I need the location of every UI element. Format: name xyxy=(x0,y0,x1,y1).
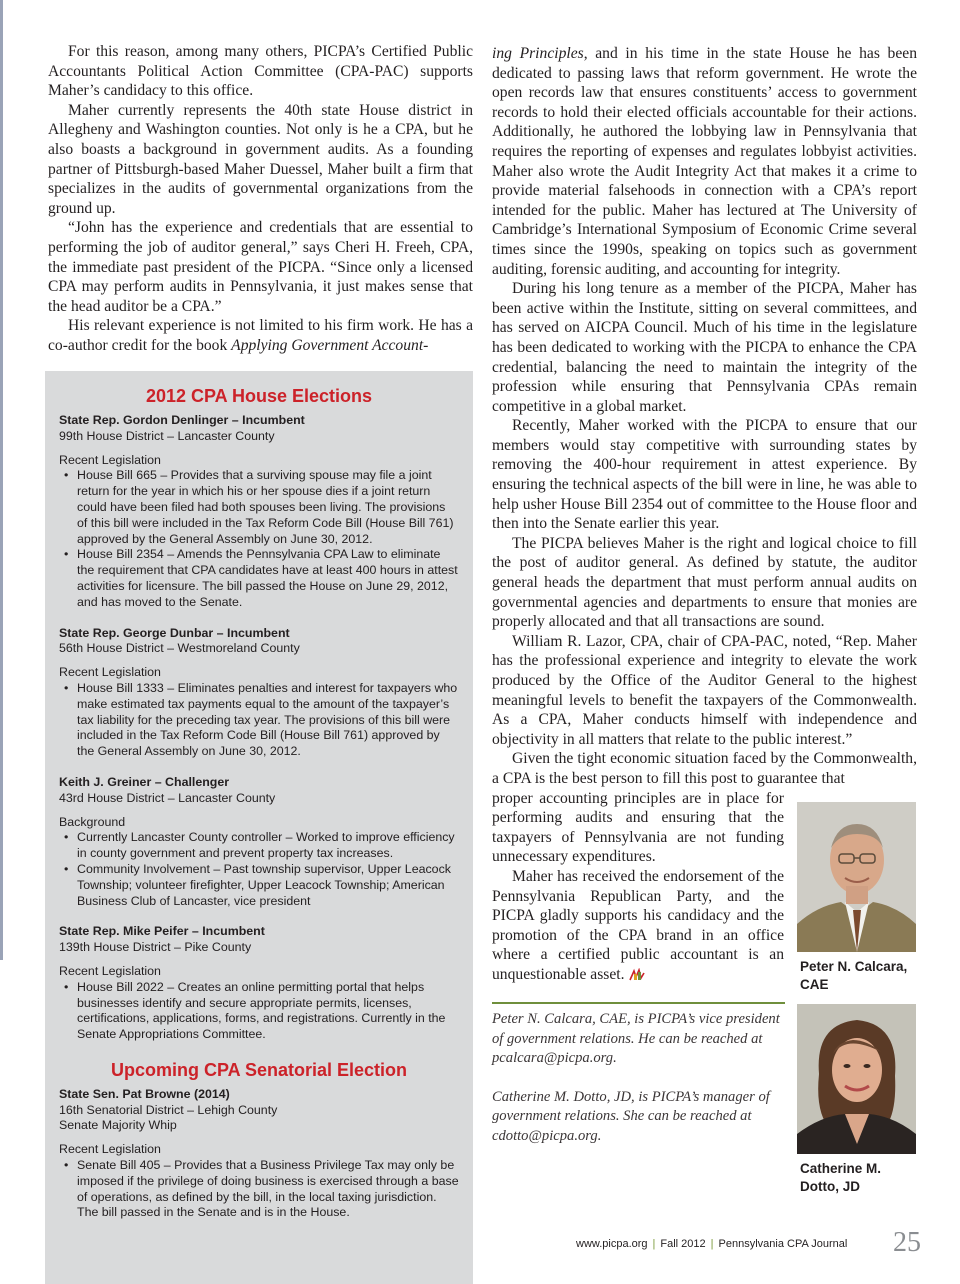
candidate-denlinger xyxy=(59,413,459,611)
candidate-browne xyxy=(59,1087,459,1221)
legislation-list xyxy=(59,468,459,610)
candidate-name: State Rep. Mike Peifer – Incumbent xyxy=(59,924,265,939)
book-title-end: ing Principles xyxy=(492,45,584,62)
candidate-district: 56th House District – Westmoreland County xyxy=(59,641,300,656)
portrait-man-icon xyxy=(797,802,916,952)
book-title-start: Applying Government Account- xyxy=(231,336,429,354)
right-paragraph-6-cont: proper accounting principles are in place for performing audits and ensuring that the taxpayers of Pennsylvania are not funding unnecessary expenditures. xyxy=(492,789,784,866)
portrait-woman-icon xyxy=(797,1004,916,1154)
candidate-dunbar xyxy=(59,626,459,760)
candidate-name: State Sen. Pat Browne (2014) xyxy=(59,1086,230,1101)
sidebar-heading: 2012 CPA House Elections xyxy=(145,386,373,406)
bio-dotto: Catherine M. Dotto, JD, is PICPA’s manager of government relations. She can be reached at cdotto@picpa.org. xyxy=(492,1088,770,1144)
left-paragraph-3: “John has the experience and credentials that are essential to performing the job of auditor general,” says Cheri H. Freeh, CPA, the immediate past president of the PICPA. “Since only a licensed CPA may perform audits in Pennsylvania, it just makes sense that the head auditor be a CPA.” xyxy=(48,219,473,315)
candidate-district: 99th House District – Lancaster County xyxy=(59,428,275,443)
list-item: • House Bill 665 – Provides that a surviving spouse may file a joint return for the year in which his or her spouse dies if a joint return could have been filed had both spouses been living. The provisions of this bill were included in the Tax Reform Code Bill (House Bill 761) approved by the General Assembly on June 30, 2012. xyxy=(77,468,459,547)
candidate-district: 139th House District – Pike County xyxy=(59,940,252,955)
list-item: • House Bill 1333 – Eliminates penalties and interest for taxpayers who make estimated tax payments equal to the amount of the taxpayer’s tax liability for the preceding tax year. The provisions of this bill were included in the Tax Reform Code Bill (House Bill 761) approved by the General Assembly on June 30, 2012. xyxy=(77,681,459,760)
bio-calcara: Peter N. Calcara, CAE, is PICPA’s vice president of government relations. He can be reached at pcalcara@picpa.org. xyxy=(492,1011,780,1067)
caption-line: Peter N. Calcara, xyxy=(800,959,908,974)
page-number: 25 xyxy=(893,1227,921,1258)
right-paragraph-3: Recently, Maher worked with the PICPA to ensure that our members would stay competitive with surrounding states by removing the 400-hour requirement in attest experience. By ensuring the technical aspects of the bill were in line, he was able to help usher House Bill 2354 out of committee to the House floor and then into the Senate earlier this year. xyxy=(492,417,917,533)
footer-issue: Fall 2012 xyxy=(660,1238,706,1250)
legislation-list xyxy=(59,681,459,760)
right-paragraph-1 xyxy=(492,44,917,279)
caption-line: Catherine M. xyxy=(800,1161,882,1176)
candidate-district: 16th Senatorial District – Lehigh County xyxy=(59,1102,278,1117)
calcara-caption xyxy=(800,958,907,993)
section-label: Recent Legislation xyxy=(59,1142,161,1157)
calcara-photo xyxy=(797,802,916,952)
end-mark-icon xyxy=(628,968,646,982)
right-paragraph-1-text: , and in his time in the state House he has been dedicated to passing laws that reform government. He wrote the open records law that ensures constituents’ access to government records to hold their elected officials accountable for their actions. Additionally, he authored the lobbying law in Pennsylvania that requires the reporting of expenses and regulates lobbyist activities. Maher also wrote the Audit Integrity Act that makes it a crime to provide material falsehoods in connection with a CPA’s report intended for the public. Maher has lectured at The University of Cambridge’s International Symposium of Economic Crime several times since the 1990s, speaking on topics such as government auditing, forensic auditing, and accounting for integrity. xyxy=(492,45,917,278)
dotto-photo xyxy=(797,1004,916,1154)
candidate-name: State Rep. Gordon Denlinger – Incumbent xyxy=(59,413,305,427)
author-bios xyxy=(492,1010,787,1166)
bio-divider xyxy=(492,1002,785,1004)
right-paragraph-7 xyxy=(492,867,784,985)
candidate-name: Keith J. Greiner – Challenger xyxy=(59,774,230,789)
caption-line: CAE xyxy=(800,976,829,992)
left-paragraph-2: Maher currently represents the 40th state House district in Allegheny and Washington counties. Not only is he a CPA, but he also boasts a background in government audits. As a founding partner of Pittsburgh-based Maher Duessel, Maher built a firm that specializes in the audits of governmental organizations from the ground up. xyxy=(48,101,473,217)
list-item: • Senate Bill 405 – Provides that a Business Privilege Tax may only be imposed if the privilege of doing business is exercised through a base of operations, as defined by the bill, in the local taxing jurisdiction. The bill passed in the Senate and is in the House. xyxy=(77,1158,459,1221)
senate-heading: Upcoming CPA Senatorial Election xyxy=(110,1059,408,1080)
left-paragraph-4-text: His relevant experience is not limited to his firm work. He has a co-author credit for the book xyxy=(48,317,473,354)
section-label: Recent Legislation xyxy=(59,665,161,680)
caption-line: Dotto, JD xyxy=(800,1178,860,1194)
section-label: Recent Legislation xyxy=(59,452,161,467)
candidate-role: Senate Majority Whip xyxy=(59,1118,177,1133)
right-paragraph-4: The PICPA believes Maher is the right and logical choice to fill the post of auditor general. As defined by statute, the auditor general heads the department that must perform annual audits on governmental agencies and departments to ensure that monies are properly allocated and that all transactions are sound. xyxy=(492,534,917,631)
right-paragraph-6: Given the tight economic situation faced by the Commonwealth, a CPA is the best person to fill this post to guarantee that xyxy=(492,750,917,787)
house-elections-sidebar xyxy=(45,371,473,1284)
list-item: • House Bill 2354 – Amends the Pennsylvania CPA Law to eliminate the requirement that CPA candidates have at least 400 hours in attest activities for licensure. The bill passed the House on June 29, 2012, and has moved to the Senate. xyxy=(77,547,459,610)
candidate-district: 43rd House District – Lancaster County xyxy=(59,790,276,805)
page-edge-rule xyxy=(0,0,3,960)
section-label: Recent Legislation xyxy=(59,963,161,978)
list-item: • Community Involvement – Past township supervisor, Upper Leacock Township; volunteer firefighter, Upper Leacock Township; American Business Club of Lancaster, vice president xyxy=(77,862,459,909)
background-list xyxy=(59,830,459,909)
legislation-list xyxy=(59,980,459,1043)
left-paragraph-4 xyxy=(48,316,473,355)
footer-website: www.picpa.org xyxy=(576,1238,648,1250)
footer-publication: Pennsylvania CPA Journal xyxy=(718,1238,848,1250)
right-paragraph-2: During his long tenure as a member of the PICPA, Maher has been active within the Institute, sitting on several committees, and has served on AICPA Council. Much of his time in the legislature has been dedicated to working with the PICPA to enhance the CPA credential, balancing the need to maintain the integrity of the profession while ensuring that Pennsylvania CPAs remain competitive in a global market. xyxy=(492,280,917,415)
list-item: • Currently Lancaster County controller – Worked to improve efficiency in county government and prevent property tax increases. xyxy=(77,830,459,862)
page-footer: www.picpa.org | Fall 2012 | Pennsylvania CPA Journal xyxy=(576,1238,848,1250)
section-label: Background xyxy=(59,814,126,829)
legislation-list xyxy=(59,1158,459,1221)
list-item: • House Bill 2022 – Creates an online permitting portal that helps businesses identify and secure appropriate permits, licenses, certifications, applications, forms, and registrations. Currently in the Senate Appropriations Committee. xyxy=(77,980,459,1043)
left-column xyxy=(48,42,473,356)
dotto-caption xyxy=(800,1160,881,1195)
candidate-name: State Rep. George Dunbar – Incumbent xyxy=(59,625,290,640)
right-paragraph-5: William R. Lazor, CPA, chair of CPA-PAC, noted, “Rep. Maher has the professional experience and integrity to elevate the work produced by the Office of the Auditor General to the highest meaningful levels to benefit the taxpayers of the Commonwealth. As a CPA, Maher conducts himself with independence and objectivity in all matters that relate to the public interest.” xyxy=(492,632,917,748)
endorsement-text: Maher has received the endorsement of the Pennsylvania Republican Party, and the PICPA gladly supports his candidacy and the promotion of the CPA brand in an office where a certified public accountant is an unquestionable asset. xyxy=(492,867,784,983)
candidate-peifer xyxy=(59,924,459,1043)
candidate-greiner xyxy=(59,775,459,909)
left-paragraph-1: For this reason, among many others, PICPA’s Certified Public Accountants Political Action Committee (CPA-PAC) supports Maher’s candidacy to this office. xyxy=(48,43,473,100)
